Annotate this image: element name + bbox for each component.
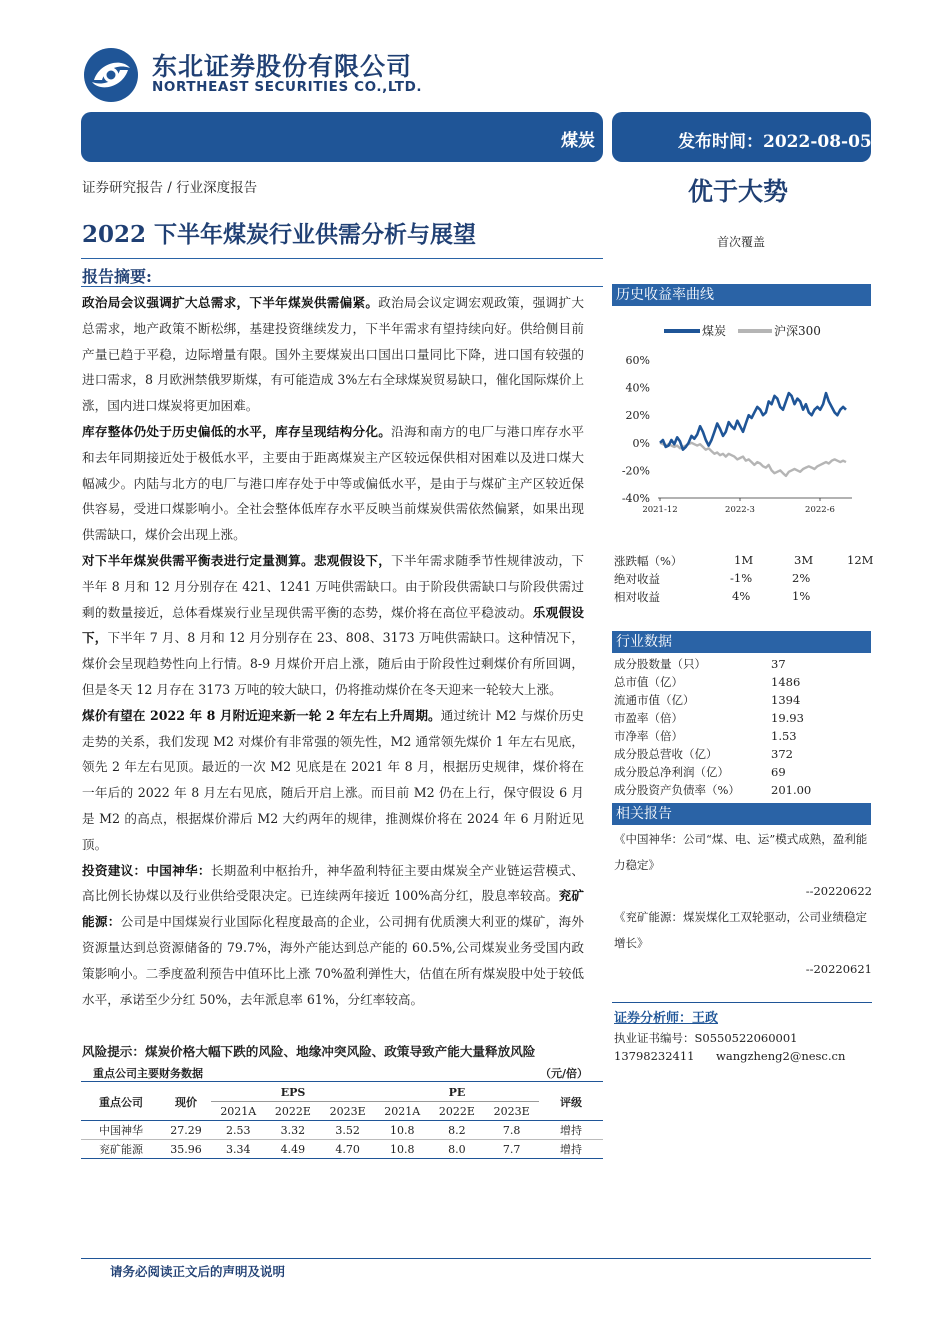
summary-3-lead: 对下半年煤炭供需平衡表进行定量测算。悲观假设下， [82, 552, 392, 568]
industry-row [614, 763, 872, 781]
industry-row [614, 655, 872, 673]
returns-header-3m: 3M [794, 553, 814, 567]
x-tick-label: 2022-6 [805, 505, 835, 515]
summary-body [82, 290, 584, 1012]
logo-emblem-icon [82, 46, 140, 104]
summary-3-text-2: 下半年 7 月、8 月和 12 月分别存在 23、808、3173 万吨供需缺口。这种情况下，煤价会呈现趋势性向上行情。8-9 月煤价开启上涨，随后由于阶段性过剩煤价有所回调，但是冬天 12 月存在 3173 万吨的较大缺口，仍将推动煤价在冬天迎来一轮较大上涨。 [82, 630, 584, 697]
industry-key: 成分股资产负债率（%） [614, 783, 740, 797]
related-reports [614, 826, 872, 982]
analyst-phone: 13798232411 [614, 1049, 695, 1063]
company-name-cn: 东北证券股份有限公司 [152, 52, 413, 81]
returns-table [614, 553, 874, 607]
legend-coal-label: 煤炭 [702, 324, 727, 338]
summary-para-5 [82, 858, 584, 1013]
fin-table-rule-top [81, 1081, 603, 1082]
returns-header-row [614, 553, 874, 571]
y-tick-label: 20% [625, 409, 650, 423]
chart-section-title: 历史收益率曲线 [612, 284, 871, 306]
industry-value: 1486 [771, 675, 801, 689]
returns-cell: 2% [792, 571, 811, 585]
risk-warning [82, 1041, 612, 1060]
fin-cell: 增持 [560, 1143, 582, 1156]
summary-4-lead: 煤价有望在 2022 年 8 月附近迎来新一轮 2 年左右上升周期。 [82, 707, 441, 723]
industry-value: 19.93 [771, 711, 804, 725]
footer-disclaimer: 请务必阅读正文后的声明及说明 [110, 1264, 286, 1279]
industry-value: 372 [771, 747, 793, 761]
chart-legend [664, 323, 821, 338]
fin-year: 2022E [274, 1104, 311, 1118]
coverage-note: 首次覆盖 [717, 235, 766, 249]
industry-row [614, 691, 872, 709]
risk-text: 煤炭价格大幅下跌的风险、地缘冲突风险、政策导致产能大量释放风险 [144, 1044, 536, 1059]
table-row [81, 1121, 603, 1140]
rating: 优于大势 [688, 177, 789, 206]
related-report-link[interactable]: 《兖矿能源：煤炭煤化工双轮驱动，公司业绩稳定增长》 [614, 910, 867, 950]
fin-table-unit: （元/倍） [540, 1067, 589, 1080]
industry-key: 流通市值（亿） [614, 693, 695, 707]
footer-rule [81, 1258, 871, 1259]
summary-para-4 [82, 703, 584, 858]
returns-cell: 4% [732, 589, 751, 603]
industry-row [614, 673, 872, 691]
analyst-cert: 执业证书编号：S0550522060001 [614, 1031, 798, 1045]
fin-cell: 3.34 [226, 1142, 251, 1156]
fin-cell: 3.52 [335, 1123, 360, 1137]
y-tick-label: -20% [621, 464, 650, 478]
industry-row [614, 727, 872, 745]
summary-1-text: 政治局会议定调宏观政策，强调扩大总需求，地产政策不断松绑，基建投资继续发力，下半年需求有望持续向好。供给侧目前产量已趋于平稳，边际增量有限。国外主要煤炭出口国出口量同比下降，进口国有较强的进口需求，8 月欧洲禁俄罗斯煤，有可能造成 3%左右全球煤炭贸易缺口，催化国际煤价上涨，国内进口煤炭将更加困难。 [82, 295, 585, 414]
returns-header-12m: 12M [847, 553, 874, 567]
returns-header-1m: 1M [734, 553, 754, 567]
legend-index-label: 沪深300 [774, 324, 821, 338]
fin-table [81, 1083, 603, 1159]
fin-cell: 增持 [560, 1124, 582, 1137]
summary-para-2 [82, 419, 584, 548]
divider-top [81, 258, 603, 259]
industry-row [614, 781, 872, 799]
summary-title: 报告摘要: [82, 267, 152, 286]
analyst-rule [612, 1002, 872, 1003]
industry-key: 成分股数量（只） [614, 657, 706, 671]
summary-5-lead: 投资建议：中国神华： [82, 862, 211, 878]
fin-year: 2021A [384, 1104, 421, 1118]
fin-cell: 10.8 [390, 1123, 415, 1137]
industry-row [614, 709, 872, 727]
publish-date-bar [612, 112, 871, 162]
summary-2-text: 沿海和南方的电厂与港口库存水平和去年同期接近处于极低水平，主要由于距离煤炭主产区较远保供相对困难以及进口煤大幅减少。内陆与北方的电厂与港口库存处于中等或偏低水平，是由于与煤矿主产区较近保供容易，受进口煤影响小。全社会整体低库存水平反映当前煤炭供需依然偏紧，如果出现供需缺口，煤价会出现上涨。 [82, 423, 585, 543]
industry-key: 成分股总净利润（亿） [614, 765, 729, 779]
summary-4-text: 通过统计 M2 与煤价历史走势的关系，我们发现 M2 对煤价有非常强的领先性，M2 通常领先煤价 1 年左右见底，领先 2 年左右见顶。最近的一次 M2 见底是在 2021 年 8 月，根据历史规律，煤价将在一年后的 2022 年 8 月左右见底，随后开启上涨。而目前 M2 仍在上行，保守假设 6 月是 M2 的高点，根据煤价滞后 M2 大约两年的规律，推测煤价将在 2024 年 6 月附近见顶。 [82, 707, 584, 852]
industry-key: 成分股总营收（亿） [614, 747, 718, 761]
company-logo [82, 46, 140, 104]
table-row [81, 1140, 603, 1159]
industry-value: 37 [771, 657, 786, 671]
y-tick-label: 60% [625, 354, 650, 367]
fin-year: 2022E [438, 1104, 475, 1118]
summary-3-text: 下半年需求随季节性规律波动，下半年 8 月和 12 月分别存在 421、1241 万吨供需缺口。由于阶段供需缺口与阶段供需过剩的数量接近，总体看煤炭行业呈现供需平衡的态势，煤价将在高位平稳波动。 [82, 552, 585, 620]
sector-label: 煤炭 [561, 131, 595, 151]
report-title: 2022 下半年煤炭行业供需分析与展望 [82, 221, 477, 248]
fin-cell: 35.96 [170, 1142, 202, 1156]
summary-para-3 [82, 548, 584, 703]
fin-cell: 中国神华 [99, 1124, 143, 1137]
summary-para-1 [82, 290, 584, 419]
related-report-link[interactable]: 《中国神华：公司“煤、电、运”模式成熟，盈利能力稳定》 [614, 832, 868, 872]
report-type: 证券研究报告 / 行业深度报告 [82, 180, 258, 196]
industry-key: 总市值（亿） [614, 675, 683, 689]
fin-header-rating: 评级 [560, 1095, 582, 1109]
y-tick-label: 40% [625, 381, 650, 395]
publish-label: 发布时间： [678, 132, 763, 152]
fin-header-price: 现价 [175, 1095, 197, 1109]
risk-label: 风险提示： [82, 1044, 145, 1059]
fin-table-caption: 重点公司主要财务数据 [93, 1067, 203, 1080]
fin-cell: 7.8 [502, 1123, 521, 1137]
y-tick-label: 0% [632, 436, 650, 450]
fin-year: 2023E [493, 1104, 530, 1118]
series-line-hs300 [660, 443, 846, 476]
fin-cell: 3.32 [280, 1123, 306, 1137]
industry-row [614, 745, 872, 763]
table-row [614, 589, 874, 607]
fin-header-eps: EPS [211, 1083, 375, 1102]
industry-value: 69 [771, 765, 786, 779]
returns-row-label: 相对收益 [614, 590, 660, 604]
returns-header-label: 涨跌幅（%） [614, 554, 683, 568]
related-report-date: --20220621 [805, 962, 872, 976]
divider-summary [81, 286, 603, 287]
summary-5-text: 长期盈利中枢抬升，神华盈利特征主要由煤炭全产业链运营模式、高比例长协煤以及行业供给受限决定。已连续两年接近 100%高分红，股息率较高。 [82, 862, 585, 904]
industry-value: 1.53 [771, 729, 797, 743]
fin-cell: 4.49 [280, 1142, 306, 1156]
fin-cell: 8.2 [448, 1123, 466, 1137]
related-report-date: --20220622 [805, 884, 872, 898]
returns-chart [612, 312, 872, 522]
fin-cell: 8.0 [448, 1142, 466, 1156]
summary-1-lead: 政治局会议强调扩大总需求，下半年煤炭供需偏紧。 [82, 295, 379, 310]
fin-header-pe: PE [375, 1083, 539, 1102]
industry-value: 1394 [771, 693, 801, 707]
summary-5-text-2: 公司是中国煤炭行业国际化程度最高的企业，公司拥有优质澳大利亚的煤矿，海外资源量达到总资源储备的 79.7%，海外产能达到总产能的 60.5%,公司煤炭业务受国内政策影响小。二季度盈利预告中值环比上涨 70%盈利弹性大，估值在所有煤炭股中处于较低水平，承诺至少分红 50%，去年派息率 61%，分红率较高。 [82, 914, 585, 1007]
summary-3-lead-2: 乐观假设下， [82, 604, 585, 646]
x-tick-label: 2022-3 [725, 505, 755, 515]
publish-date: 2022-08-05 [763, 132, 872, 152]
industry-key: 市盈率（倍） [614, 711, 683, 725]
fin-year: 2021A [220, 1104, 257, 1118]
fin-cell: 10.8 [390, 1142, 415, 1156]
fin-cell: 7.7 [502, 1142, 521, 1156]
returns-row-label: 绝对收益 [614, 572, 660, 586]
series-line-coal [660, 393, 846, 450]
fin-cell: 4.70 [335, 1142, 360, 1156]
chart-lines [660, 393, 846, 476]
fin-cell: 兖矿能源 [99, 1143, 143, 1156]
fin-cell: 2.53 [226, 1123, 251, 1137]
x-tick-label: 2021-12 [642, 505, 678, 515]
table-row [614, 571, 874, 589]
chart-axes [622, 354, 852, 515]
summary-5-lead-2: 兖矿能源： [82, 888, 584, 930]
returns-chart-svg [612, 312, 872, 522]
returns-cell: 1% [792, 589, 811, 603]
fin-cell: 27.29 [170, 1123, 202, 1137]
summary-2-lead: 库存整体仍处于历史偏低的水平，库存呈现结构分化。 [82, 423, 392, 439]
industry-key: 市净率（倍） [614, 729, 683, 743]
sector-bar [81, 112, 603, 162]
returns-cell: -1% [730, 571, 753, 585]
industry-section-title: 行业数据 [612, 631, 871, 653]
company-name-en: NORTHEAST SECURITIES CO.,LTD. [152, 79, 423, 95]
y-tick-label: -40% [621, 492, 650, 505]
industry-value: 201.00 [771, 783, 812, 797]
fin-year: 2023E [329, 1104, 366, 1118]
industry-data [614, 655, 872, 799]
analyst-email[interactable]: wangzheng2@nesc.cn [716, 1049, 846, 1063]
related-section-title: 相关报告 [612, 803, 871, 825]
analyst-name: 证券分析师：王政 [614, 1011, 719, 1026]
fin-header-company: 重点公司 [99, 1095, 143, 1109]
